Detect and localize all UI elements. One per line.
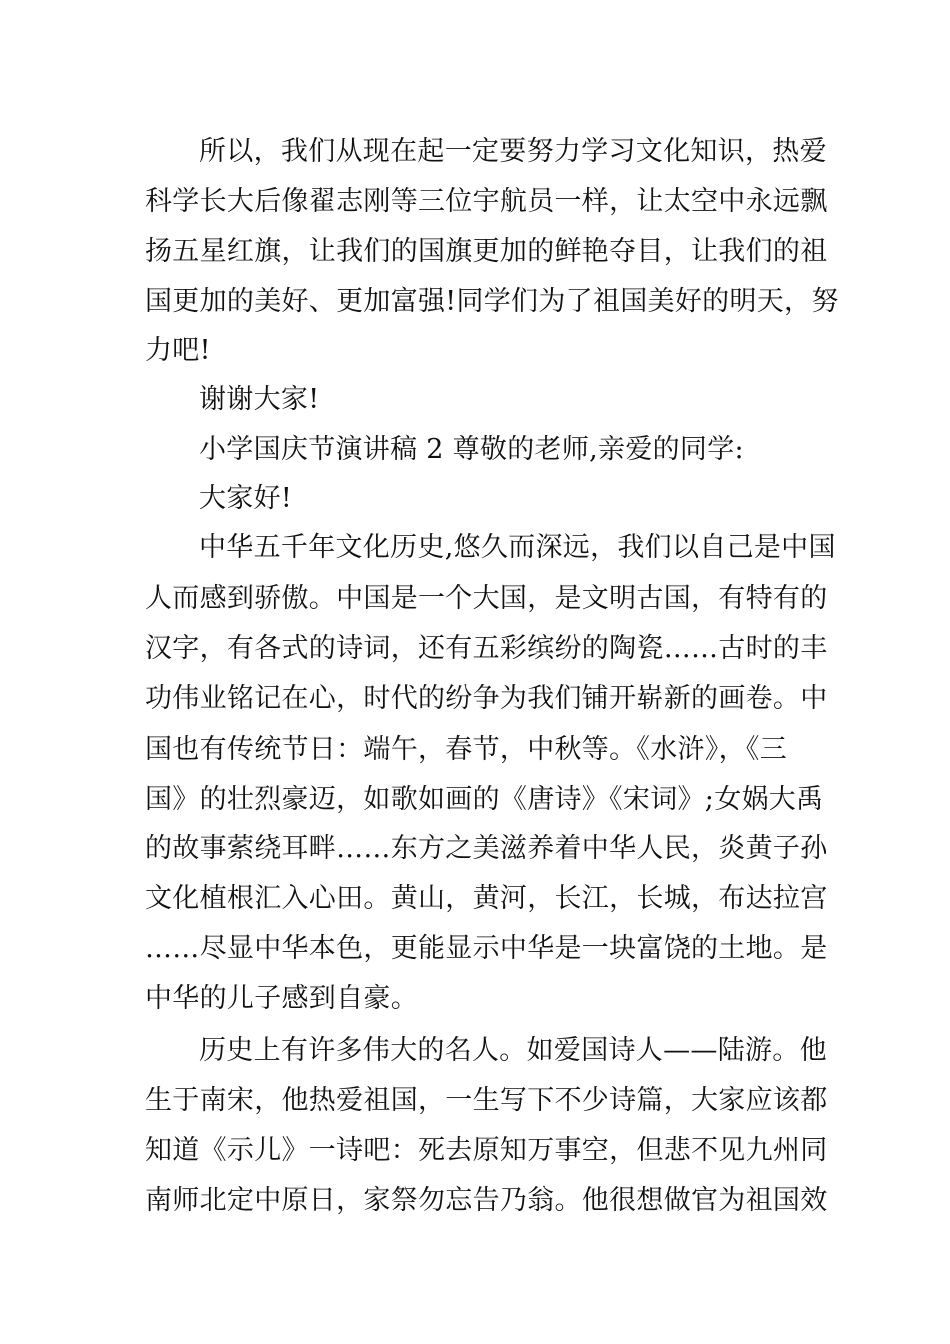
text-line: 大家好! (199, 483, 293, 514)
text-line: 汉字，有各式的诗词，还有五彩缤纷的陶瓷……古时的丰 (145, 633, 828, 664)
text-line: 功伟业铭记在心，时代的纷争为我们铺开崭新的画卷。中 (145, 683, 828, 714)
text-line: 扬五星红旗，让我们的国旗更加的鲜艳夺目，让我们的祖 (145, 236, 828, 267)
text-line: 知道《示儿》一诗吧：死去原知万事空，但悲不见九州同 (145, 1135, 828, 1166)
text-line: 科学长大后像翟志刚等三位宇航员一样，让太空中永远飘 (145, 186, 828, 217)
text-line: 谢谢大家! (199, 384, 320, 415)
text-line: 文化植根汇入心田。黄山，黄河，长江，长城，布达拉宫 (145, 883, 828, 914)
text-line: 力吧! (145, 335, 211, 366)
text-line: 所以，我们从现在起一定要努力学习文化知识，热爱 (199, 136, 827, 167)
text-line: ……尽显中华本色，更能显示中华是一块富饶的土地。是 (145, 933, 828, 964)
text-line: 国更加的美好、更加富强!同学们为了祖国美好的明天，努 (145, 286, 839, 317)
text-line: 中华五千年文化历史,悠久而深远，我们以自己是中国 (199, 532, 836, 563)
text-line: 中华的儿子感到自豪。 (145, 983, 418, 1014)
text-line: 小学国庆节演讲稿 2 尊敬的老师,亲爱的同学: (199, 434, 744, 465)
text-line: 生于南宋，他热爱祖国，一生写下不少诗篇，大家应该都 (145, 1085, 828, 1116)
text-line: 人而感到骄傲。中国是一个大国，是文明古国，有特有的 (145, 583, 828, 614)
text-line: 的故事萦绕耳畔……东方之美滋养着中华人民，炎黄子孙 (145, 833, 828, 864)
text-line: 历史上有许多伟大的名人。如爱国诗人——陆游。他 (199, 1035, 827, 1066)
text-line: 国也有传统节日：端午，春节，中秋等。《水浒》，《三 (145, 734, 787, 765)
text-line: 国》的壮烈豪迈，如歌如画的《唐诗》《宋词》;女娲大禹 (145, 784, 824, 815)
text-line: 南师北定中原日，家祭勿忘告乃翁。他很想做官为祖国效 (145, 1185, 828, 1216)
